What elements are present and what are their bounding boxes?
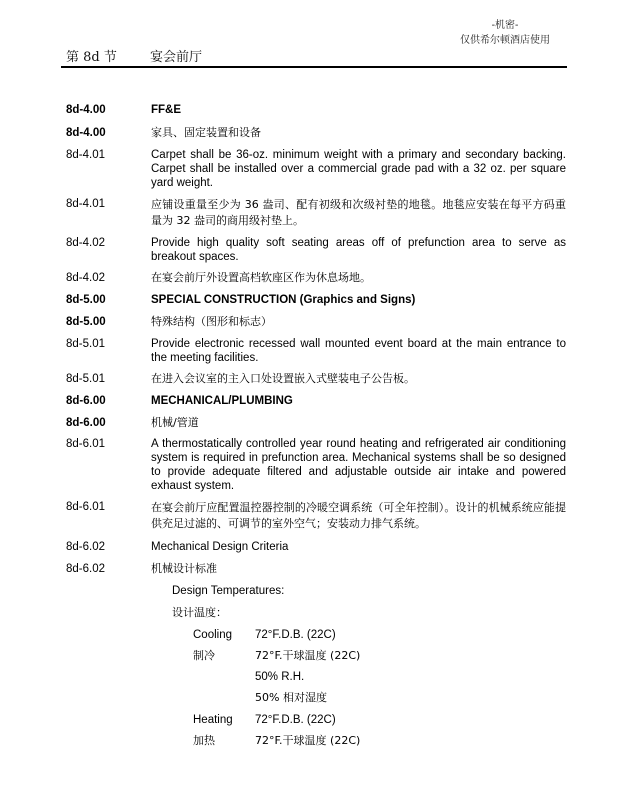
- heating-label-cn: 加热: [193, 734, 215, 747]
- entry-code: 8d-5.01: [66, 373, 106, 385]
- section-title: 宴会前厅: [150, 50, 203, 65]
- entry-text: 在宴会前厅应配置温控器控制的冷暖空调系统（可全年控制）。设计的机械系统应能提供充足过滤的、可调节的室外空气；安装动力排气系统。: [151, 501, 566, 530]
- cooling-label: Cooling: [193, 629, 232, 641]
- entry-code: 8d-6.00: [66, 395, 106, 407]
- entry-code: 8d-4.02: [66, 237, 106, 249]
- entry-text: Provide electronic recessed wall mounted event board at the main entrance to the meeting facilities.: [151, 338, 566, 364]
- heating-label: Heating: [193, 714, 233, 726]
- confidential-line-2: 仅供希尔顿酒店使用: [460, 35, 550, 46]
- design-temperatures-heading: Design Temperatures:: [172, 585, 285, 597]
- entry-code: 8d-4.02: [66, 272, 106, 284]
- entry-text: MECHANICAL/PLUMBING: [151, 395, 293, 407]
- cooling-db: 72°F.D.B. (22C): [255, 629, 336, 641]
- entry-text: Provide high quality soft seating areas off of prefunction area to serve as breakout spaces.: [151, 237, 566, 263]
- entry-code: 8d-6.00: [66, 417, 106, 429]
- entry-code: 8d-6.02: [66, 563, 106, 575]
- entry-text: A thermostatically controlled year round heating and refrigerated air conditioning system is required in prefunction area. Mechanical systems shall be so designed to provide adequate filtered and adjustable outside air intake and powered exhaust system.: [151, 438, 566, 492]
- entry-code: 8d-5.00: [66, 294, 106, 306]
- entry-code: 8d-6.02: [66, 541, 106, 553]
- entry-text: Mechanical Design Criteria: [151, 541, 289, 553]
- section-header: [66, 46, 203, 65]
- confidential-line-1: -机密-: [491, 20, 519, 31]
- entry-text: SPECIAL CONSTRUCTION (Graphics and Signs): [151, 294, 416, 306]
- header-rule: [61, 66, 567, 68]
- cooling-rh-cn: 50% 相对湿度: [255, 691, 327, 704]
- entry-text: 在进入会议室的主入口处设置嵌入式壁装电子公告板。: [151, 372, 415, 385]
- entry-code: 8d-4.01: [66, 149, 106, 161]
- cooling-label-cn: 制冷: [193, 649, 215, 662]
- entry-code: 8d-5.00: [66, 316, 106, 328]
- entry-code: 8d-6.01: [66, 501, 106, 513]
- section-number: 第 8d 节: [66, 50, 117, 65]
- entry-text: 特殊结构（图形和标志）: [151, 315, 272, 328]
- cooling-db-cn: 72°F.干球温度 (22C): [255, 649, 361, 662]
- entry-text: 家具、固定装置和设备: [151, 126, 261, 139]
- entry-text: 应铺设重量至少为 36 盎司、配有初级和次级衬垫的地毯。地毯应安装在每平方码重量为 32 盎司的商用级衬垫上。: [151, 198, 566, 227]
- heating-db: 72°F.D.B. (22C): [255, 714, 336, 726]
- entry-text: 机械/管道: [151, 416, 199, 429]
- cooling-rh: 50% R.H.: [255, 671, 305, 683]
- entry-code: 8d-6.01: [66, 438, 106, 450]
- entry-text: 机械设计标准: [151, 562, 217, 575]
- entry-code: 8d-5.01: [66, 338, 106, 350]
- design-temperatures-heading-cn: 设计温度：: [172, 606, 227, 619]
- confidential-notice: [420, 18, 590, 48]
- entry-text: Carpet shall be 36-oz. minimum weight with a primary and secondary backing. Carpet shall be installed over a commercial grade pad with a 32 oz. per square yard weight.: [151, 149, 566, 189]
- entry-code: 8d-4.00: [66, 104, 106, 116]
- entry-code: 8d-4.01: [66, 198, 106, 210]
- entry-code: 8d-4.00: [66, 127, 106, 139]
- entry-text: FF&E: [151, 104, 182, 116]
- heating-db-cn: 72°F.干球温度 (22C): [255, 734, 361, 747]
- entry-text: 在宴会前厅外设置高档软座区作为休息场地。: [151, 271, 371, 284]
